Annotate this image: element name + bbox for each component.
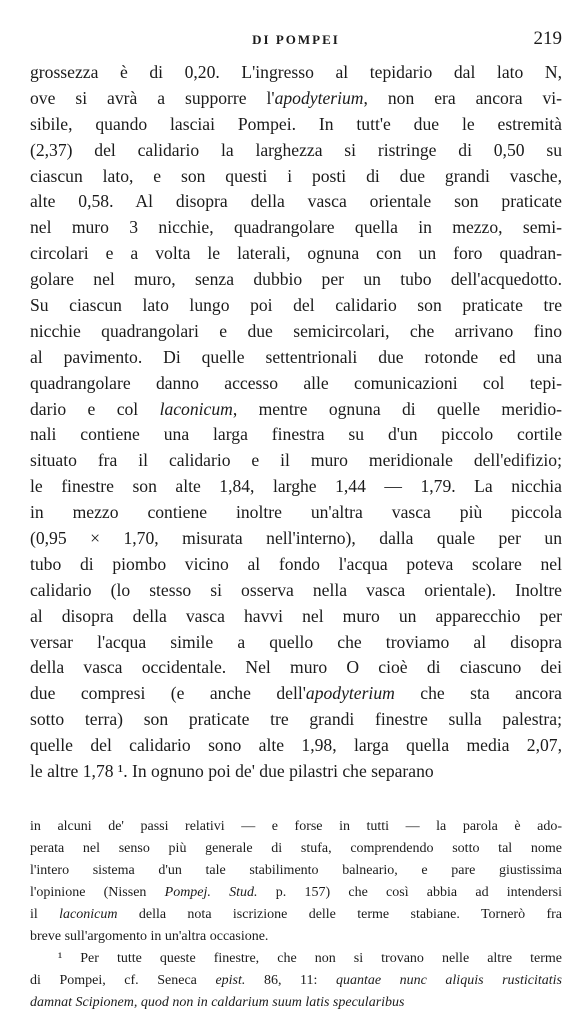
text-span: ove si avrà a supporre l' [30, 87, 275, 108]
italic-span: laconicum [59, 907, 118, 922]
text-line [30, 448, 562, 474]
text-span: quadrangolare danno accesso alle comunicazioni col tepi- [30, 372, 562, 393]
footnote-line [30, 860, 562, 882]
text-span: situato fra il calidario e il muro meridionale dell'edifizio; [30, 450, 562, 471]
text-span: dario e col [30, 398, 160, 419]
text-span: quelle del calidario sono alte 1,98, larga quella media 2,07, [30, 735, 562, 756]
italic-span: damnat Scipionem, quod non in caldarium suum latis specularibus [30, 995, 405, 1010]
text-line [30, 293, 562, 319]
italic-span: epist. [215, 973, 246, 988]
text-span: versar l'acqua simile a quello che troviamo al disopra [30, 631, 562, 652]
text-line [30, 371, 562, 397]
text-line [30, 552, 562, 578]
italic-span: Pompej. Stud. [164, 885, 258, 900]
footnote-line [30, 992, 562, 1014]
footnote-line [30, 838, 562, 860]
text-span: due compresi (e anche dell' [30, 683, 306, 704]
footnote-line [30, 904, 562, 926]
text-line [30, 655, 562, 681]
italic-span: quantae nunc aliquis rusticitatis [335, 973, 562, 988]
text-span: della nota iscrizione delle terme stabiane. Tornerò fra [117, 907, 563, 922]
footnote-line [30, 970, 562, 992]
text-line [30, 138, 562, 164]
footnotes [30, 816, 562, 1014]
text-span: di Pompei, cf. Seneca [30, 973, 216, 988]
text-span: , non era ancora vi- [363, 87, 562, 108]
text-line [30, 319, 562, 345]
text-span: 86, 11: [245, 973, 336, 988]
main-text [30, 60, 562, 785]
text-line [30, 733, 562, 759]
text-span: sotto terra) son praticate tre grandi finestre sulla palestra; [30, 709, 562, 730]
text-line [30, 681, 562, 707]
text-span: l'intero sistema d'un tale stabilimento balneario, e pare giustissima [30, 863, 562, 878]
text-line [30, 474, 562, 500]
text-line [30, 397, 562, 423]
text-span: l'opinione (Nissen [30, 885, 165, 900]
text-line [30, 604, 562, 630]
page-number: 219 [533, 28, 562, 49]
footnote-line [30, 882, 562, 904]
page-header [30, 30, 562, 54]
text-span: al disopra della vasca havvi nel muro un apparecchio per [30, 605, 562, 626]
text-span: in mezzo contiene inoltre un'altra vasca più piccola [30, 502, 562, 523]
text-span: le altre 1,78 ¹. In ognuno poi de' due pilastri che separano [30, 761, 434, 782]
text-line [30, 422, 562, 448]
text-span: al pavimento. Di quelle settentrionali due rotonde ed una [30, 346, 562, 367]
text-line [30, 500, 562, 526]
text-line [30, 630, 562, 656]
text-line [30, 86, 562, 112]
text-span: alte 0,58. Al disopra della vasca orientale son praticate [30, 191, 562, 212]
text-span: p. 157) che così abbia ad intendersi [257, 885, 562, 900]
text-span: calidario (lo stesso si osserva nella vasca orientale). Inoltre [30, 579, 562, 600]
text-line [30, 215, 562, 241]
text-line [30, 112, 562, 138]
text-span: Su ciascun lato lungo poi del calidario son praticate tre [30, 295, 562, 316]
text-span: golare nel muro, senza dubbio per un tubo dell'acquedotto. [30, 269, 562, 290]
text-span: perata nel senso più generale di stufa, comprendendo sotto tal nome [30, 841, 562, 856]
text-line [30, 60, 562, 86]
footnote-line [30, 926, 562, 948]
text-line [30, 578, 562, 604]
text-span: il [30, 907, 60, 922]
text-line [30, 345, 562, 371]
text-line [30, 189, 562, 215]
text-span: grossezza è di 0,20. L'ingresso al tepidario dal lato N, [30, 62, 562, 82]
text-span: (0,95 × 1,70, misurata nell'interno), dalla quale per un [30, 528, 562, 549]
text-span: nel muro 3 nicchie, quadrangolare quella in mezzo, semi- [30, 217, 562, 238]
text-span: , mentre ognuna di quelle meridio- [232, 398, 562, 419]
italic-span: apodyterium [274, 87, 364, 108]
text-line [30, 164, 562, 190]
text-span: sibile, quando lasciai Pompei. In tutt'e due le estremità [30, 113, 562, 134]
text-span: le finestre son alte 1,84, larghe 1,44 — 1,79. La nicchia [30, 476, 562, 497]
text-span: breve sull'argomento in un'altra occasione. [30, 929, 269, 944]
text-span: circolari e a volta le laterali, ognuna con un foro quadran- [30, 243, 562, 264]
text-line [30, 241, 562, 267]
text-span: in alcuni de' passi relativi — e forse in tutti — la parola è ado- [30, 819, 562, 834]
text-span: (2,37) del calidario la larghezza si ristringe di 0,50 su [30, 139, 562, 160]
footnote-line [30, 816, 562, 838]
text-line [30, 707, 562, 733]
text-line [30, 759, 562, 785]
text-span: ¹ Per tutte queste finestre, che non si trovano nelle altre terme [58, 951, 562, 966]
text-span: ciascun lato, e son questi i posti di due grandi vasche, [30, 165, 562, 186]
text-line [30, 267, 562, 293]
text-span: tubo di piombo vicino al fondo l'acqua poteva scolare nel [30, 553, 562, 574]
footnote-line [30, 948, 562, 970]
text-span: nali contiene una larga finestra su d'un piccolo cortile [30, 424, 562, 445]
text-line [30, 526, 562, 552]
text-span: che sta ancora [394, 683, 562, 704]
italic-span: laconicum [159, 398, 233, 419]
text-span: della vasca occidentale. Nel muro O cioè di ciascuno dei [30, 657, 562, 678]
italic-span: apodyterium [305, 683, 395, 704]
running-title: DI POMPEI [252, 32, 340, 47]
text-span: nicchie quadrangolari e due semicircolari, che arrivano fino [30, 320, 562, 341]
